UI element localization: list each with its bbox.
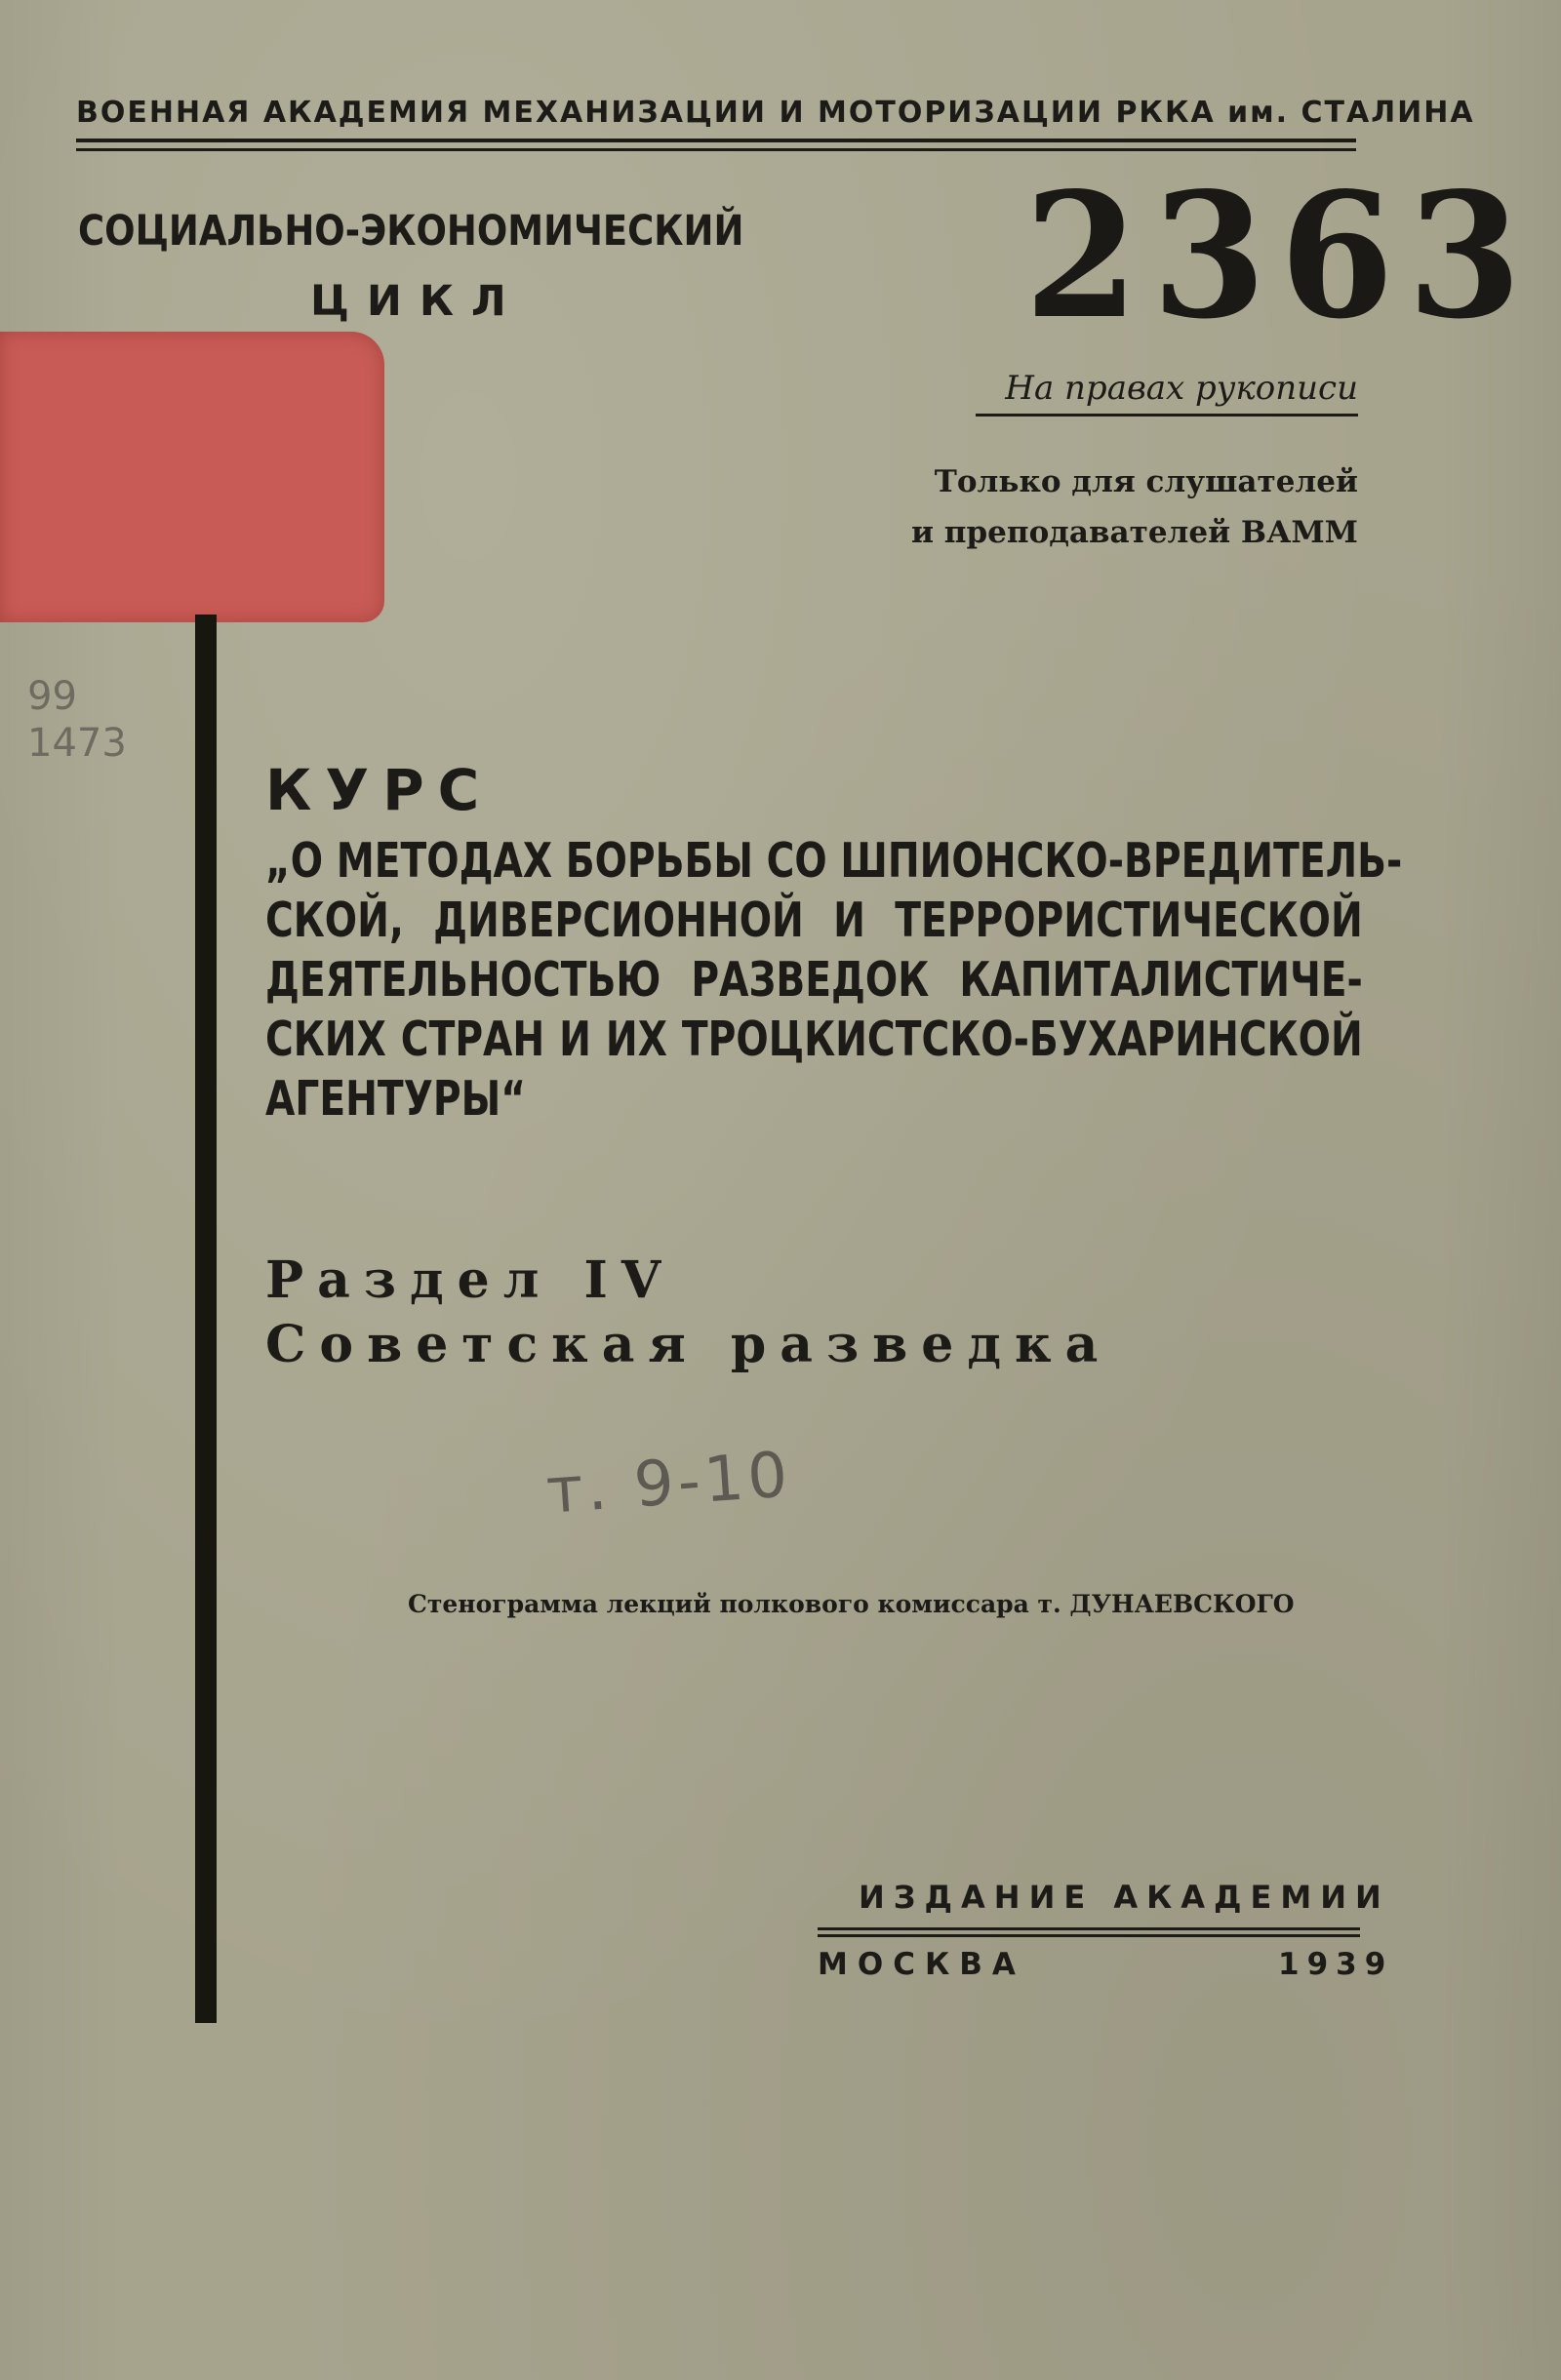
cycle-title: СОЦИАЛЬНО-ЭКОНОМИЧЕСКИЙ	[78, 207, 744, 256]
inventory-stamp-number: 2363	[1024, 154, 1536, 357]
course-title	[265, 831, 1403, 1129]
section-heading	[265, 1249, 1111, 1377]
imprint-rule-bottom	[818, 1934, 1360, 1937]
course-title-line: СКИХ СТРАН И ИХ ТРОЦКИСТСКО-БУХАРИНСКОЙ	[265, 1012, 1363, 1067]
red-library-label	[0, 332, 384, 622]
audience-line-1: Только для слушателей	[934, 464, 1358, 499]
manuscript-note: На правах рукописи	[1005, 369, 1358, 408]
cycle-word: ЦИКЛ	[310, 277, 524, 326]
course-title-line: СКОЙ, ДИВЕРСИОННОЙ И ТЕРРОРИСТИЧЕСКОЙ	[265, 892, 1363, 948]
publication-city: МОСКВА	[818, 1947, 1025, 1982]
header-rule-bottom	[76, 148, 1356, 151]
stenogram-credit: Стенограмма лекций полкового комиссара т. ДУНАЕВСКОГО	[408, 1590, 1295, 1618]
imprint-rule-top	[818, 1927, 1360, 1930]
pencil-mark-2: 1473	[27, 721, 127, 766]
academy-header: ВОЕННАЯ АКАДЕМИЯ МЕХАНИЗАЦИИ И МОТОРИЗАЦИИ РККА им. СТАЛИНА	[76, 96, 1475, 130]
course-title-line: АГЕНТУРЫ“	[265, 1071, 526, 1127]
publication-year: 1939	[1278, 1947, 1394, 1982]
section-number: Раздел IV	[265, 1250, 675, 1310]
section-title: Советская разведка	[265, 1315, 1112, 1374]
publisher: ИЗДАНИЕ АКАДЕМИИ	[859, 1879, 1390, 1916]
manuscript-underline	[976, 414, 1358, 416]
pencil-shelfmark	[27, 673, 127, 767]
course-title-line: ДЕЯТЕЛЬНОСТЬЮ РАЗВЕДОК КАПИТАЛИСТИЧЕ-	[265, 952, 1363, 1008]
pencil-mark-1: 99	[27, 674, 77, 719]
header-rule-top	[76, 139, 1356, 142]
audience-restriction	[907, 456, 1358, 558]
audience-line-2: и преподавателей ВАММ	[911, 515, 1358, 550]
course-title-line: „О МЕТОДАХ БОРЬБЫ СО ШПИОНСКО-ВРЕДИТЕЛЬ-	[265, 833, 1403, 889]
handwritten-volume-note: т. 9-10	[543, 1439, 794, 1528]
spine-bar	[195, 615, 217, 2023]
course-label: КУРС	[265, 757, 494, 823]
